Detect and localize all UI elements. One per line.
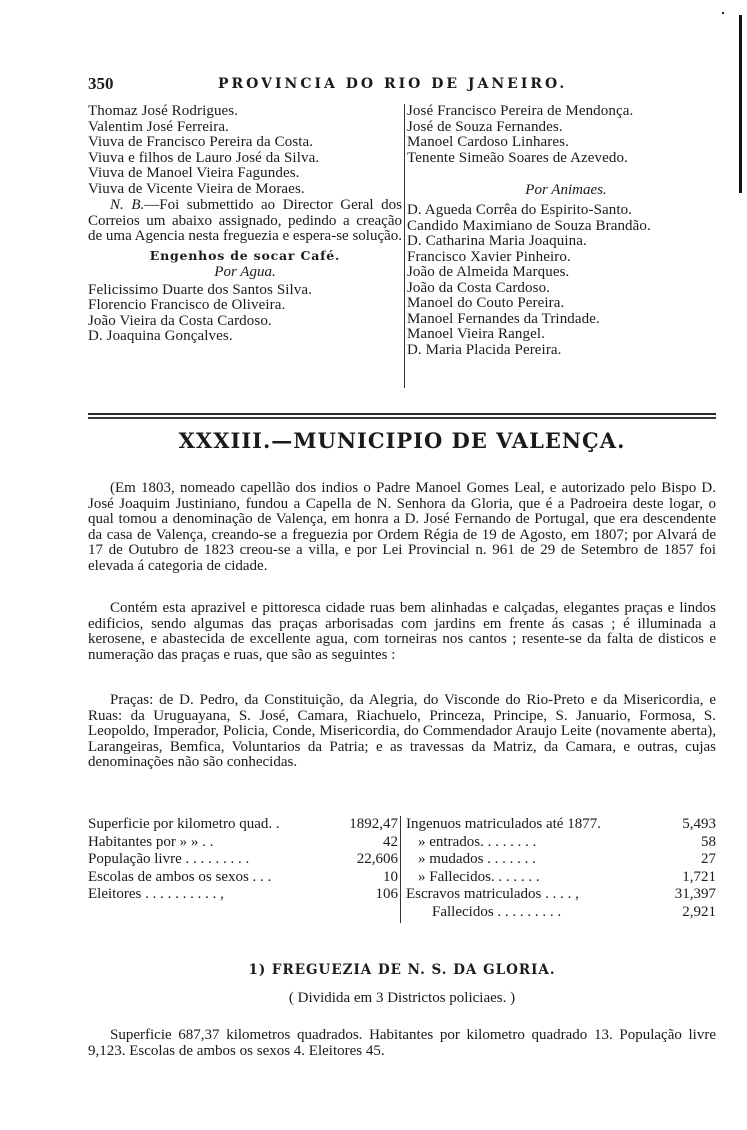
list-item: Viuva e filhos de Lauro José da Silva. — [88, 149, 320, 166]
stat-label: Escolas de ambos os sexos . . . — [88, 868, 272, 885]
running-head — [88, 74, 716, 96]
statistics-right — [402, 816, 716, 922]
left-column — [88, 104, 402, 345]
history-paragraph: (Em 1803, nomeado capellão dos indios o Padre Manoel Gomes Leal, e autorizado pelo Bispo D. José Joaquim Justiniano, fundou a Capella de N. Senhora da Gloria, que é a Padroeira deste logar, o qual tomou a denominação de Valença, em honra a D. José Fernando de Portugal, que era descendente da casa de Valença, creando-se a freguezia por Ordem Régia de 19 de Agosto, em 1807; por Alvará de 17 de Outubro de 1823 creou-se a villa, e por Lei Provincial n. 961 de 29 de Setembro de 1857 foi elevada á categoria de cidade. — [88, 480, 716, 574]
stat-label: » mudados . . . . . . . — [418, 851, 536, 868]
list-item: Felicissimo Duarte dos Santos Silva. — [88, 281, 313, 298]
stat-label: Escravos matriculados . . . . , — [406, 886, 579, 903]
running-head-title: PROVINCIA DO RIO DE JANEIRO. — [218, 76, 568, 92]
stat-row — [88, 834, 400, 852]
right-column — [404, 104, 725, 388]
note-text: —Foi submettido ao Director Geral dos Correios um abaixo assignado, pedindo a creação de uma Agencia nesta freguezia e espera-se solução. — [88, 197, 403, 244]
stat-label: Superficie por kilometro quad. . — [88, 816, 280, 832]
stat-row — [402, 869, 716, 887]
stat-row — [88, 869, 400, 887]
list-item: D. Maria Placida Pereira. — [407, 341, 562, 358]
list-item: Francisco Xavier Pinheiro. — [407, 248, 571, 265]
stat-value: 27 — [701, 851, 716, 868]
freguezia-title: 1) FREGUEZIA DE N. S. DA GLORIA. — [248, 962, 556, 978]
note-label: N. B. — [110, 197, 145, 213]
por-agua-heading: Por Agua. — [214, 263, 276, 280]
list-item: José de Souza Fernandes. — [407, 118, 563, 135]
page-number: 350 — [88, 74, 114, 93]
list-item: Manoel Fernandes da Trindade. — [407, 310, 600, 327]
stat-value: 42 — [383, 833, 398, 850]
description-paragraph: Contém esta aprazivel e pittoresca cidade ruas bem alinhadas e calçadas, elegantes praças e lindos edificios, sendo algumas das praças arborisadas com jardins em frente ás casas ; é illuminada a kerosene, e abastecida de excellente agua, com torneiras nos cantos ; resente-se da falta de disticos e numeração das praças e ruas, que são as seguintes : — [88, 600, 716, 663]
list-item: Viuva de Manoel Vieira Fagundes. — [88, 165, 300, 181]
list-item: Candido Maximiano de Souza Brandão. — [407, 217, 651, 234]
list-item: Manoel Cardoso Linhares. — [407, 134, 569, 150]
list-item: João Vieira da Costa Cardoso. — [88, 312, 272, 329]
freguezia-paragraph: Superficie 687,37 kilometros quadrados. Habitantes por kilometro quadrado 13. População livre 9,123. Escolas de ambos os sexos 4. Eleitores 45. — [88, 1027, 716, 1059]
page-edge-line — [739, 15, 742, 193]
stat-label: Habitantes por » » . . — [88, 833, 214, 850]
freguezia-subtitle: ( Dividida em 3 Districtos policiaes. ) — [288, 990, 516, 1006]
stat-value: 22,606 — [356, 851, 398, 868]
section-title: XXXIII.—MUNICIPIO DE VALENÇA. — [178, 428, 626, 453]
list-item: Thomaz José Rodrigues. — [88, 103, 239, 119]
note-paragraph — [88, 198, 402, 245]
list-item: Tenente Simeão Soares de Azevedo. — [407, 149, 628, 166]
section-divider — [88, 413, 716, 419]
stat-value: 1892,47 — [349, 816, 398, 832]
engenhos-heading: Engenhos de socar Café. — [149, 247, 341, 263]
list-item: Viuva de Francisco Pereira da Costa. — [88, 134, 314, 150]
list-item: José Francisco Pereira de Mendonça. — [407, 103, 634, 119]
list-item: Valentim José Ferreira. — [88, 118, 230, 135]
stat-label: Ingenuos matriculados até 1877. — [406, 816, 601, 832]
list-item: Viuva de Vicente Vieira de Moraes. — [88, 180, 305, 197]
por-animaes-heading: Por Animaes. — [525, 182, 607, 198]
stat-value: 58 — [701, 833, 716, 850]
stat-row — [402, 834, 716, 852]
stat-row — [402, 886, 716, 904]
list-item: D. Agueda Corrêa do Espirito-Santo. — [407, 202, 633, 218]
stat-row — [88, 816, 400, 834]
list-item: João da Costa Cardoso. — [407, 279, 551, 296]
list-item: Florencio Francisco de Oliveira. — [88, 297, 286, 313]
list-item: Manoel do Couto Pereira. — [407, 295, 565, 311]
stat-value: 2,921 — [682, 903, 716, 920]
stat-label: Fallecidos . . . . . . . . . — [432, 903, 562, 920]
stat-row — [402, 816, 716, 834]
list-item: D. Joaquina Gonçalves. — [88, 328, 233, 344]
list-item: D. Catharina Maria Joaquina. — [407, 233, 587, 249]
stat-row — [402, 904, 716, 922]
stat-row — [88, 886, 400, 904]
stat-label: » entrados. . . . . . . . — [418, 833, 537, 850]
stat-row — [88, 851, 400, 869]
stat-value: 31,397 — [674, 886, 716, 903]
stat-value: 10 — [383, 868, 398, 885]
print-speck — [722, 12, 724, 14]
stat-label: Eleitores . . . . . . . . . . , — [88, 886, 224, 903]
divider-line — [88, 413, 716, 415]
list-item: João de Almeida Marques. — [407, 264, 570, 280]
list-item: Manoel Vieira Rangel. — [407, 326, 545, 342]
stat-label: População livre . . . . . . . . . — [88, 851, 250, 868]
stat-label: » Fallecidos. . . . . . . — [418, 868, 540, 885]
divider-line — [88, 417, 716, 419]
stat-row — [402, 851, 716, 869]
stat-value: 106 — [375, 886, 398, 903]
stat-value: 5,493 — [682, 816, 716, 832]
streets-paragraph: Praças: de D. Pedro, da Constituição, da Alegria, do Visconde do Rio-Preto e da Misericordia, e Ruas: da Uruguayana, S. José, Camara, Riachuelo, Princeza, Principe, S. Januario, Formosa, S. Leopoldo, Imperador, Policia, Conde, Misericordia, do Commendador Araujo Leite (novamente aberta), Larangeiras, Bemfica, Voluntarios da Patria; e as travessas da Matriz, da Camara, e outras, cujas denominações não são conhecidas. — [88, 692, 716, 771]
statistics-left — [88, 816, 401, 923]
stat-value: 1,721 — [682, 868, 716, 885]
